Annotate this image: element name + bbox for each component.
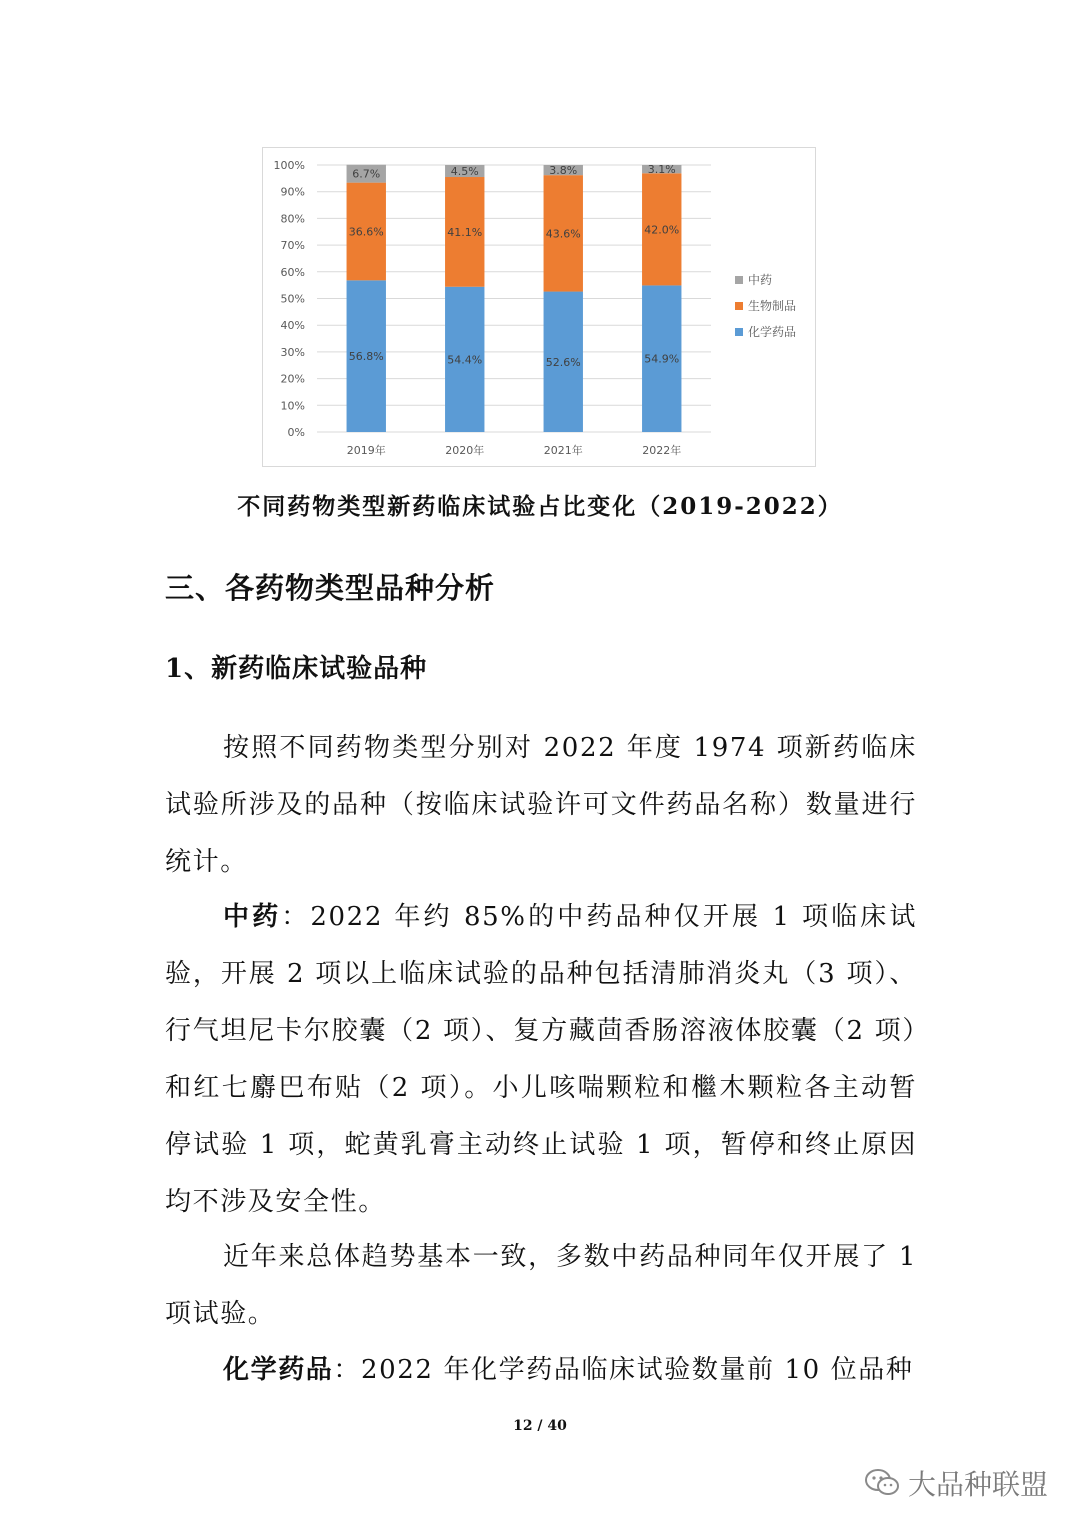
- paragraph-chemical-lead: 化学药品: [223, 1355, 334, 1385]
- y-tick-label: 90%: [280, 185, 305, 199]
- watermark: [864, 1463, 1048, 1503]
- page-number: 12 / 40: [513, 1418, 567, 1434]
- data-label: 42.0%: [644, 223, 680, 237]
- y-tick-label: 60%: [280, 265, 305, 279]
- data-label: 36.6%: [348, 225, 384, 239]
- sub-heading: 1、新药临床试验品种: [165, 654, 428, 684]
- data-label: 3.8%: [549, 164, 578, 178]
- y-tick-label: 100%: [273, 159, 305, 172]
- watermark-text: 大品种联盟: [907, 1468, 1048, 1501]
- y-tick-label: 40%: [280, 319, 305, 333]
- data-label: 52.6%: [545, 355, 581, 369]
- legend-swatch: [735, 328, 743, 336]
- data-label: 56.8%: [348, 350, 384, 364]
- paragraph-trend-text: 近年来总体趋势基本一致，多数中药品种同年仅开展了 1 项试验。: [165, 1242, 917, 1329]
- paragraph-overview: [165, 720, 917, 891]
- data-label: 3.1%: [647, 163, 676, 177]
- paragraph-tcm-text: ：2022 年约 85%的中药品种仅开展 1 项临床试验，开展 2 项以上临床试验的品种包括清肺消炎丸（3 项）、行气坦尼卡尔胶囊（2 项）、复方藏茴香肠溶液体胶囊（2 项）和红七麝巴布贴（2 项）。小儿咳喘颗粒和檵木颗粒各主动暂停试验 1 项，蛇黄乳膏主动终止试验 1 项，暂停和终止原因均不涉及安全性。: [165, 902, 918, 1217]
- paragraph-chemical-text: ：2022 年化学药品临床试验数量前 10 位品种: [333, 1355, 914, 1385]
- y-tick-label: 50%: [280, 292, 305, 306]
- paragraph-overview-text: 按照不同药物类型分别对 2022 年度 1974 项新药临床试验所涉及的品种（按临床试验许可文件药品名称）数量进行统计。: [165, 733, 917, 877]
- legend-label: 化学药品: [748, 325, 797, 339]
- data-label: 4.5%: [450, 165, 479, 179]
- stacked-bar-chart: [263, 148, 817, 468]
- y-tick-label: 70%: [280, 239, 305, 253]
- y-tick-label: 80%: [280, 212, 305, 226]
- y-tick-label: 30%: [280, 345, 305, 359]
- x-tick-label: 2021年: [543, 444, 583, 457]
- legend-label: 中药: [748, 273, 773, 287]
- paragraph-tcm-lead: 中药: [223, 902, 282, 932]
- paragraph-chemical: [165, 1342, 917, 1399]
- y-tick-label: 10%: [280, 399, 305, 413]
- legend-swatch: [735, 276, 743, 284]
- section-heading: 三、各药物类型品种分析: [165, 571, 496, 605]
- legend-label: 生物制品: [748, 299, 797, 313]
- y-tick-label: 20%: [280, 372, 305, 386]
- paragraph-tcm: [165, 889, 917, 1231]
- wechat-icon: [864, 1468, 900, 1498]
- data-label: 54.9%: [644, 352, 680, 366]
- chart-frame: [262, 147, 816, 467]
- data-label: 54.4%: [447, 353, 483, 367]
- y-tick-label: 0%: [287, 426, 305, 439]
- x-tick-label: 2019年: [346, 444, 386, 457]
- x-tick-label: 2020年: [445, 444, 485, 457]
- x-tick-label: 2022年: [642, 444, 682, 457]
- legend-swatch: [735, 302, 743, 310]
- data-label: 41.1%: [447, 225, 483, 239]
- chart-caption: 不同药物类型新药临床试验占比变化（2019-2022）: [237, 493, 843, 520]
- data-label: 43.6%: [545, 227, 581, 241]
- data-label: 6.7%: [352, 167, 381, 181]
- paragraph-trend: [165, 1229, 917, 1343]
